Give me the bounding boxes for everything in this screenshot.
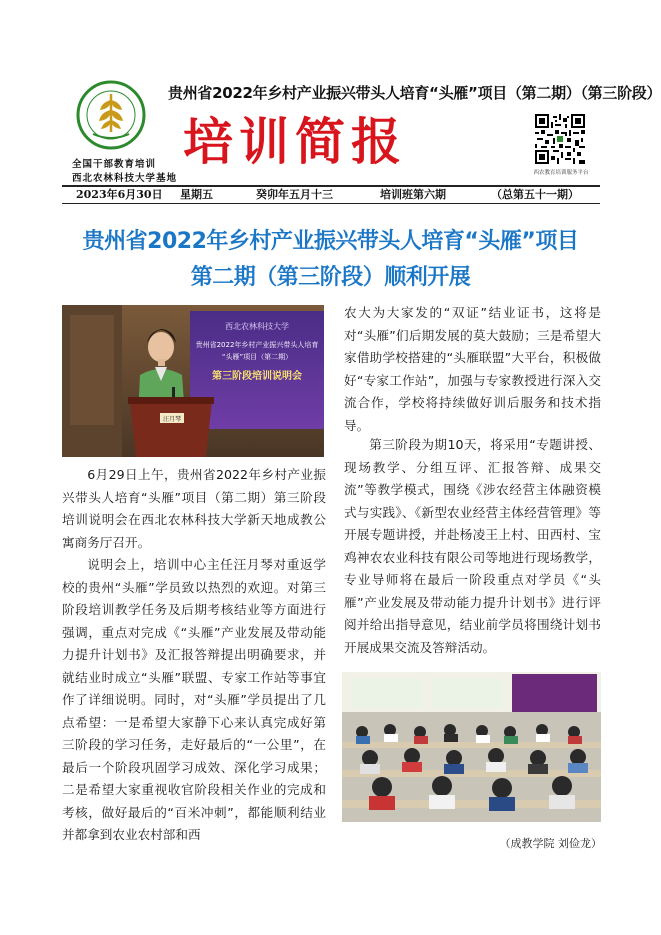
nameplate: 汪月琴 <box>162 416 182 423</box>
headline-line-1: 贵州省2022年乡村产业振兴带头人培育“头雁”项目 <box>82 229 579 254</box>
issue-lunar-date: 癸卯年五月十三 <box>256 188 333 201</box>
speaker-photo <box>62 305 324 457</box>
issue-weekday: 星期五 <box>180 188 213 201</box>
header-rule-bottom <box>62 203 600 204</box>
issue-total: （总第五十一期） <box>491 188 579 201</box>
university-logo <box>66 80 156 150</box>
banner-text-3: “头雁”项目（第二期） <box>221 353 293 361</box>
banner-text-2: 贵州省2022年乡村产业振兴带头人培育 <box>195 341 319 349</box>
article-paragraph-2: 说明会上，培训中心主任汪月琴对重返学校的贵州“头雁”学员致以热烈的欢迎。对第三阶段培训教学任务及后期考核结业等方面进行强调，重点对完成《“头雁”产业发展及带动能力提升计划书》及汇报答辩提出明确要求，并就结业时成立“头雁”联盟、专家工作站等事宜作了详细说明。同时，对“头雁”学员提出了几点希望：一是希望大家静下心来认真完成好第三阶段的学习任务，走好最后的“一公里”，在最后一个阶段巩固学习成效、深化学习成果；二是希望大家重视收官阶段相关作业的完成和考核，做好最后的“百米冲刺”，都能顺利结业并都拿到农业农村部和西 <box>62 557 326 842</box>
article-paragraph-4: 第三阶段为期10天，将采用“专题讲授、现场教学、分组互评、汇报答辩、成果交流”等教学模式，围绕《涉农经营主体融资模式与实践》、《新型农业经营主体经营管理》等开展专题讲授，并赴杨凌王上村、田西村、宝鸡神农农业科技有限公司等地进行现场教学，专业导师将在最后一阶段重点对学员《“头雁”产业发展及带动能力提升计划书》进行评阅并给出指导意见，结业前学员将围绕计划书开展成果交流及答辩活动。 <box>344 437 601 655</box>
qr-code <box>535 114 585 164</box>
issue-meta-row <box>76 186 601 202</box>
article-paragraph-1: 6月29日上午，贵州省2022年乡村产业振兴带头人培育“头雁”项目（第二期）第三阶段培训说明会在西北农林科技大学新天地成教公寓商务厅召开。 <box>62 467 326 550</box>
org-line-1: 全国干部教育培训 <box>72 159 157 170</box>
qr-caption: 西农教育培训服务平台 <box>533 170 589 176</box>
banner-text-4: 第三阶段培训说明会 <box>212 371 302 382</box>
issue-date: 2023年6月30日 <box>76 188 163 201</box>
org-line-2: 西北农林科技大学基地 <box>72 173 178 184</box>
banner-text-1: 西北农林科技大学 <box>225 322 289 331</box>
project-title: 贵州省2022年乡村产业振兴带头人培育“头雁”项目（第二期）（第三阶段） <box>168 84 661 102</box>
classroom-photo <box>342 672 601 822</box>
article-paragraph-3: 农大为大家发的“双证”结业证书，这将是对“头雁”们后期发展的莫大鼓励；三是希望大家借助学校搭建的“头雁联盟”大平台，积极做好“专家工作站”，加强与专家教授进行深入交流合作，学校将持续做好训后服务和技术指导。 <box>344 305 601 433</box>
headline-line-2: 第二期（第三阶段）顺利开展 <box>190 265 471 290</box>
issue-number: 培训班第六期 <box>380 188 446 201</box>
byline: （成教学院 刘俭龙） <box>499 837 602 850</box>
masthead-title: 培训简报 <box>183 112 407 171</box>
